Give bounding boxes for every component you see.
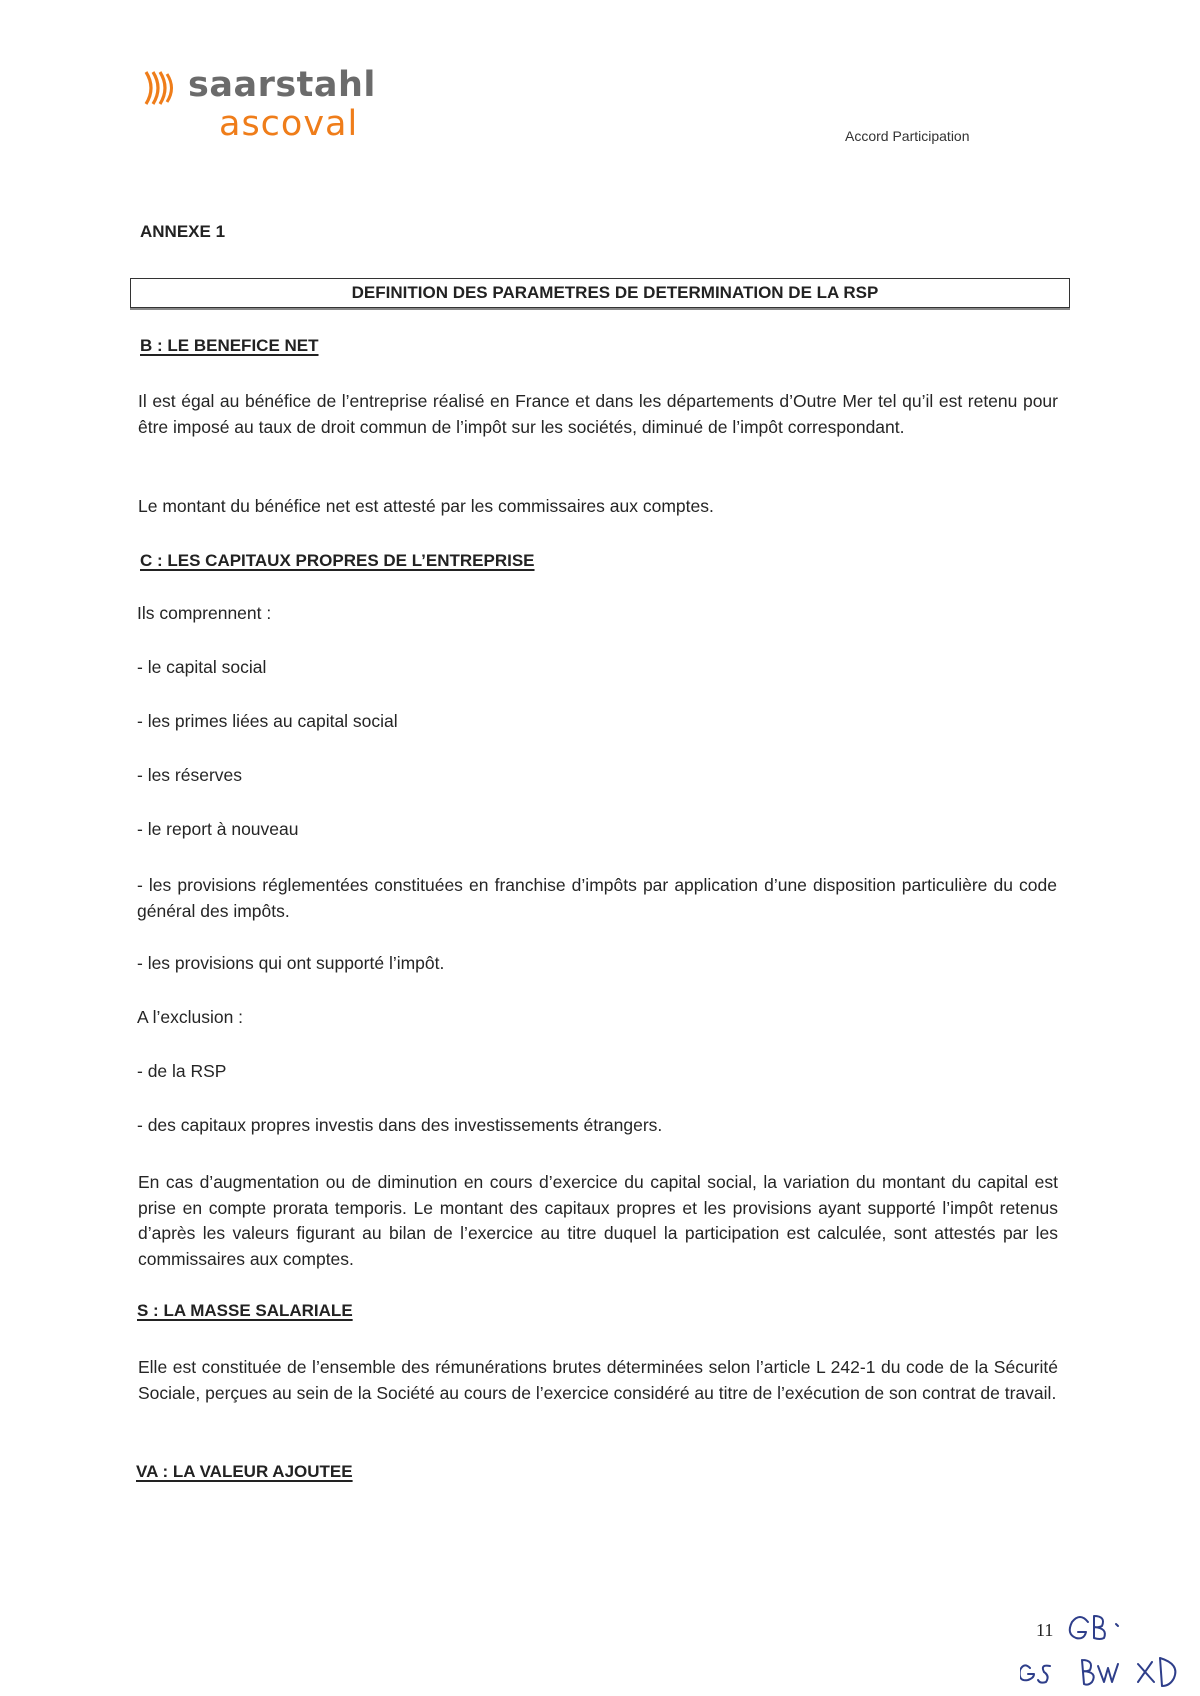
logo-text-saarstahl: saarstahl [188, 65, 376, 105]
list-item: - de la RSP [137, 1061, 227, 1081]
section-b-paragraph-1: Il est égal au bénéfice de l’entreprise réalisé en France et dans les départements d’Outre Mer tel qu’il est retenu pour être imposé au taux de droit commun de l’impôt sur les sociétés, diminué de l’impôt correspondant. [138, 391, 1058, 437]
list-item: - le report à nouveau [137, 819, 299, 839]
section-b-paragraph-2: Le montant du bénéfice net est attesté par les commissaires aux comptes. [138, 496, 714, 516]
section-c-intro: Ils comprennent : [137, 603, 272, 623]
list-item: - le capital social [137, 657, 267, 677]
list-item: - les primes liées au capital social [137, 711, 398, 731]
section-c-heading: C : LES CAPITAUX PROPRES DE L’ENTREPRISE [140, 551, 535, 570]
page-number: 11 [1036, 1620, 1054, 1640]
handwritten-initials [1020, 1598, 1190, 1694]
section-s-paragraph: Elle est constituée de l’ensemble des rémunérations brutes déterminées selon l’article L 242-1 du code de la Sécurité Sociale, perçues au sein de la Société au cours de l’exercice considéré au titre de l’exécution de son contrat de travail. [138, 1357, 1058, 1403]
logo-arcs-icon [140, 66, 184, 110]
exclusion-intro: A l’exclusion : [137, 1007, 244, 1027]
list-item: - les réserves [137, 765, 243, 785]
list-item: - des capitaux propres investis dans des investissements étrangers. [137, 1115, 663, 1135]
title-box [130, 278, 1070, 308]
list-item: - les provisions qui ont supporté l’impôt. [137, 953, 445, 973]
annexe-label: ANNEXE 1 [140, 222, 226, 241]
document-type-label: Accord Participation [845, 128, 970, 144]
page-title: DEFINITION DES PARAMETRES DE DETERMINATION DE LA RSP [351, 283, 879, 302]
section-b-heading: B : LE BENEFICE NET [140, 336, 319, 355]
list-item: - les provisions réglementées constituées en franchise d’impôts par application d’une disposition particulière du code général des impôts. [137, 875, 1057, 921]
company-logo [140, 60, 380, 150]
section-c-paragraph: En cas d’augmentation ou de diminution en cours d’exercice du capital social, la variation du montant du capital est prise en compte prorata temporis. Le montant des capitaux propres et les provisions ayant supporté l’impôt retenus d’après les valeurs figurant au bilan de l’exercice au titre duquel la participation est calculée, sont attestés par les commissaires aux comptes. [138, 1172, 1058, 1269]
section-va-heading: VA : LA VALEUR AJOUTEE [136, 1462, 353, 1481]
logo-text-ascoval: ascoval [219, 104, 359, 144]
section-s-heading: S : LA MASSE SALARIALE [137, 1301, 353, 1320]
